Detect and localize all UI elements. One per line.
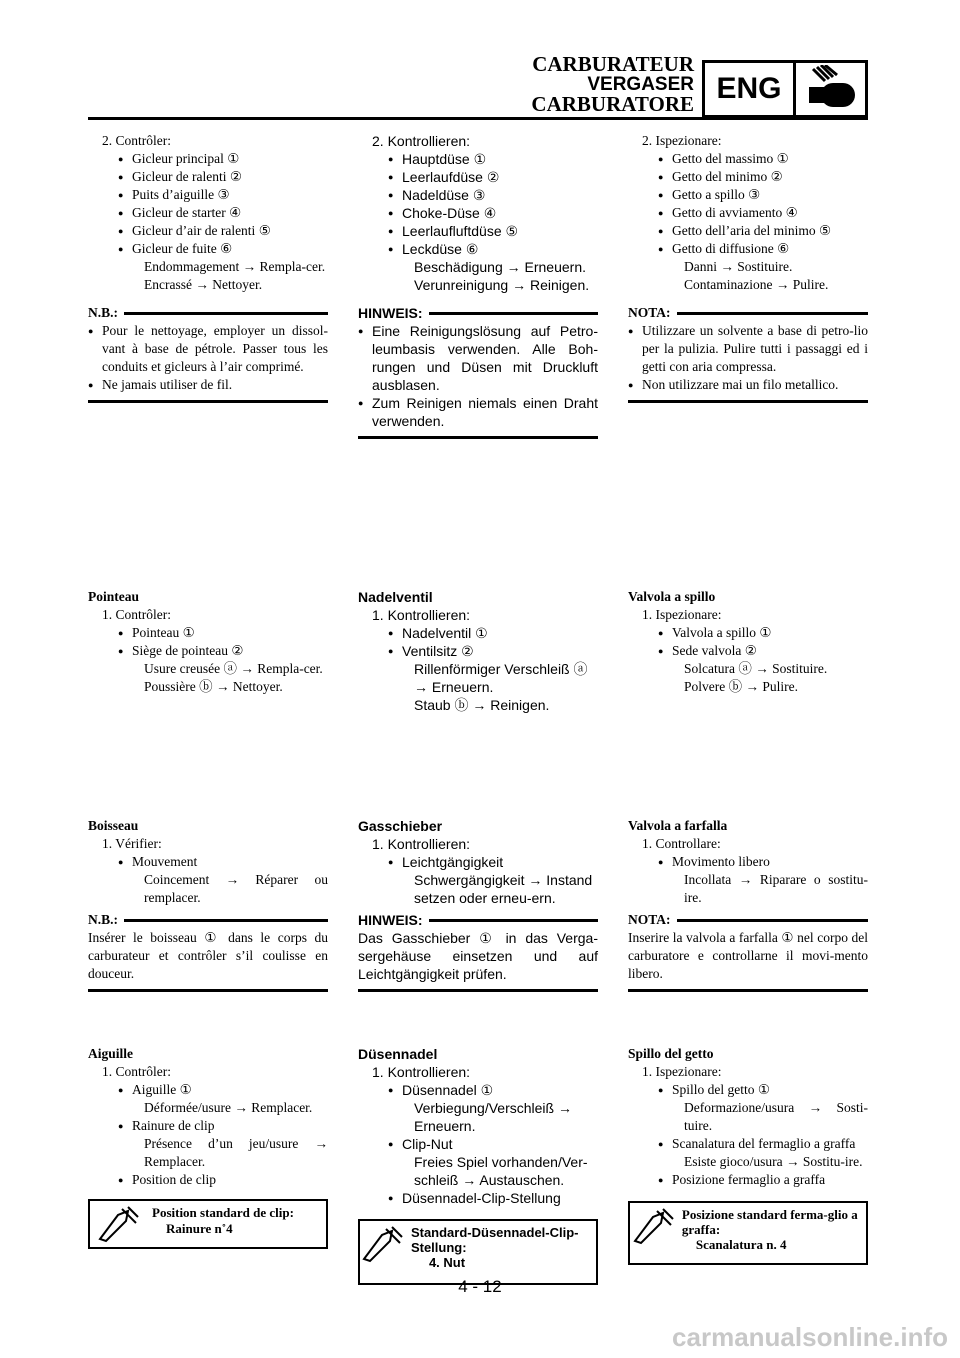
note-text: Insérer le boisseau ① dans le corps du carburateur et contrôler s’il coulisse en douceur. xyxy=(88,930,328,981)
note-label: N.B.: xyxy=(88,912,118,927)
list-item: ● Position de clip xyxy=(88,1171,328,1189)
it-jets-detail2: Contaminazione → Pulire. xyxy=(684,277,829,292)
list-item: ● Gicleur d’air de ralenti ⑤ xyxy=(88,222,328,240)
it-valvola-farfalla-note-header xyxy=(628,911,868,929)
fr-section-jets xyxy=(88,132,328,403)
it-spillo-getto-detail1: Deformazione/usura → Sosti-tuire. xyxy=(684,1100,868,1133)
fr-pointeau-title: Pointeau xyxy=(88,589,140,604)
note-label: NOTA: xyxy=(628,912,671,927)
fr-boisseau-step: 1. Vérifier: xyxy=(102,836,162,851)
de-gasschieber-detail1: Schwergängigkeit → Instand setzen oder erneu-ern. xyxy=(414,872,593,906)
fr-aiguille-step: 1. Contrôler: xyxy=(102,1064,171,1079)
de-jets-step: 2. Kontrollieren: xyxy=(372,133,471,149)
note-item: ● Pour le nettoyage, employer un dissol-vant à base de pétrole. Passer tous les conduits et gicleurs à l’air comprimé. xyxy=(88,322,328,376)
fr-section-boisseau xyxy=(88,817,328,992)
fr-pointeau-detail1: Usure creusée ⓐ → Rempla-cer. xyxy=(144,661,323,676)
list-item: ● Scanalatura del fermaglio a graffa xyxy=(628,1135,868,1153)
de-standard-box xyxy=(358,1219,598,1285)
list-item: ● Choke-Düse ④ xyxy=(358,204,598,222)
section-label: ENG xyxy=(705,63,796,115)
caliper-icon xyxy=(360,1221,405,1283)
fr-boisseau-note-header xyxy=(88,911,328,929)
list-item: ● Gicleur de starter ④ xyxy=(88,204,328,222)
it-valvola-spillo-step: 1. Ispezionare: xyxy=(642,607,722,622)
de-nadelventil-step: 1. Kontrollieren: xyxy=(372,607,471,623)
it-valvola-spillo-detail2: Polvere ⓑ → Pulire. xyxy=(684,679,798,694)
list-item: ● Düsennadel-Clip-Stellung xyxy=(358,1189,598,1207)
it-spillo-getto-detail2: Esiste gioco/usura → Sostitu-ire. xyxy=(684,1154,863,1169)
std-line1: Standard-Düsennadel-Clip-Stellung: xyxy=(410,1225,579,1255)
list-item: ● Nadelventil ① xyxy=(358,624,598,642)
it-valvola-farfalla-step: 1. Controllare: xyxy=(642,836,721,851)
std-line1: Posizione standard ferma-glio a graffa: xyxy=(681,1207,858,1237)
note-end-rule xyxy=(358,989,598,992)
list-item: ● Sede valvola ② xyxy=(628,642,868,660)
header-title-de: VERGASER xyxy=(587,74,694,95)
de-gasschieber-title: Gasschieber xyxy=(358,818,443,834)
de-section-nadelventil xyxy=(358,588,598,714)
it-section-valvola-farfalla xyxy=(628,817,868,992)
list-item: ● Pointeau ① xyxy=(88,624,328,642)
list-item: ● Leichtgängigkeit xyxy=(358,853,598,871)
list-item: ● Hauptdüse ① xyxy=(358,150,598,168)
it-valvola-farfalla-detail1: Incollata → Riparare o sostitu-ire. xyxy=(684,872,868,905)
note-end-rule xyxy=(88,989,328,992)
list-item: ● Puits d’aiguille ③ xyxy=(88,186,328,204)
header-title-it: CARBURATORE xyxy=(531,92,694,116)
list-item: ● Getto del minimo ② xyxy=(628,168,868,186)
note-end-rule xyxy=(358,436,598,439)
list-item: ● Movimento libero xyxy=(628,853,868,871)
de-duesennadel-detail2: Freies Spiel vorhanden/Ver-schleiß → Austauschen. xyxy=(414,1154,588,1188)
std-line2: 4. Nut xyxy=(428,1255,466,1270)
list-item: ● Düsennadel ① xyxy=(358,1081,598,1099)
fr-jets-step: 2. Contrôler: xyxy=(102,133,171,148)
list-item: ● Posizione fermaglio a graffa xyxy=(628,1171,868,1189)
de-section-gasschieber xyxy=(358,817,598,992)
fr-section-aiguille xyxy=(88,1045,328,1249)
list-item: ● Nadeldüse ③ xyxy=(358,186,598,204)
fr-boisseau-detail1: Coincement → Réparer ou remplacer. xyxy=(144,872,328,905)
header-rule xyxy=(88,117,868,120)
de-duesennadel-step: 1. Kontrollieren: xyxy=(372,1064,471,1080)
note-end-rule xyxy=(628,400,868,403)
de-jets-detail2: Verunreinigung → Reinigen. xyxy=(414,277,590,293)
list-item: ● Getto a spillo ③ xyxy=(628,186,868,204)
note-item: ● Non utilizzare mai un filo metallico. xyxy=(628,376,868,394)
it-section-jets xyxy=(628,132,868,403)
note-text: Das Gasschieber ① in das Verga-sergehäuse einsetzen und auf Leichtgängigkeit prüfen. xyxy=(358,930,598,982)
fr-jets-detail2: Encrassé → Nettoyer. xyxy=(144,277,263,292)
std-line1: Position standard de clip: xyxy=(152,1205,294,1220)
watermark: carmanualsonline.info xyxy=(672,1322,948,1352)
list-item: ● Clip-Nut xyxy=(358,1135,598,1153)
engine-icon xyxy=(796,63,865,115)
it-section-valvola-spillo xyxy=(628,588,868,696)
de-duesennadel-title: Düsennadel xyxy=(358,1046,438,1062)
list-item: ● Valvola a spillo ① xyxy=(628,624,868,642)
fr-section-pointeau xyxy=(88,588,328,696)
note-text: Inserire la valvola a farfalla ① nel corpo del carburatore e controllarne il movi-mento libero. xyxy=(628,930,868,981)
fr-pointeau-detail2: Poussière ⓑ → Nettoyer. xyxy=(144,679,283,694)
note-label: HINWEIS: xyxy=(358,912,423,928)
de-gasschieber-note-header xyxy=(358,911,598,929)
de-nadelventil-title: Nadelventil xyxy=(358,589,433,605)
note-item: ● Ne jamais utiliser de fil. xyxy=(88,376,328,394)
de-section-jets xyxy=(358,132,598,439)
list-item: ● Leckdüse ⑥ xyxy=(358,240,598,258)
fr-aiguille-detail2: Présence d’un jeu/usure → Remplacer. xyxy=(144,1136,328,1169)
section-tab xyxy=(702,60,868,118)
list-item: ● Leerlaufluftdüse ⑤ xyxy=(358,222,598,240)
it-jets-detail1: Danni → Sostituire. xyxy=(684,259,793,274)
de-jets-detail1: Beschädigung → Erneuern. xyxy=(414,259,586,275)
note-label: N.B.: xyxy=(88,305,118,320)
list-item: ● Gicleur de ralenti ② xyxy=(88,168,328,186)
de-section-duesennadel xyxy=(358,1045,598,1285)
header-title-fr: CARBURATEUR xyxy=(532,52,694,76)
it-jets-step: 2. Ispezionare: xyxy=(642,133,722,148)
it-spillo-getto-title: Spillo del getto xyxy=(628,1046,714,1061)
note-end-rule xyxy=(628,989,868,992)
list-item: ● Leerlaufdüse ② xyxy=(358,168,598,186)
de-duesennadel-detail1: Verbiegung/Verschleiß → Erneuern. xyxy=(414,1100,572,1134)
it-spillo-getto-step: 1. Ispezionare: xyxy=(642,1064,722,1079)
list-item: ● Siège de pointeau ② xyxy=(88,642,328,660)
it-jets-note-header xyxy=(628,304,868,322)
de-gasschieber-step: 1. Kontrollieren: xyxy=(372,836,471,852)
de-jets-note-header xyxy=(358,304,598,322)
note-label: HINWEIS: xyxy=(358,305,423,321)
it-section-spillo-getto xyxy=(628,1045,868,1265)
list-item: ● Mouvement xyxy=(88,853,328,871)
list-item: ● Gicleur principal ① xyxy=(88,150,328,168)
list-item: ● Gicleur de fuite ⑥ xyxy=(88,240,328,258)
list-item: ● Getto dell’aria del minimo ⑤ xyxy=(628,222,868,240)
page-number: 4 - 12 xyxy=(458,1277,502,1296)
fr-jets-detail1: Endommagement → Rempla-cer. xyxy=(144,259,326,274)
list-item: ● Aiguille ① xyxy=(88,1081,328,1099)
note-item: ● Utilizzare un solvente a base di petro-lio per la pulizia. Pulire tutti i passaggi ed i getti con aria compressa. xyxy=(628,322,868,376)
caliper-icon xyxy=(630,1203,676,1263)
it-valvola-spillo-title: Valvola a spillo xyxy=(628,589,716,604)
caliper-icon xyxy=(90,1201,146,1247)
list-item: ● Rainure de clip xyxy=(88,1117,328,1135)
fr-jets-note-header xyxy=(88,304,328,322)
fr-pointeau-step: 1. Contrôler: xyxy=(102,607,171,622)
list-item: ● Getto del massimo ① xyxy=(628,150,868,168)
it-valvola-farfalla-title: Valvola a farfalla xyxy=(628,818,728,833)
list-item: ● Getto di avviamento ④ xyxy=(628,204,868,222)
fr-aiguille-detail1: Déformée/usure → Remplacer. xyxy=(144,1100,313,1115)
note-end-rule xyxy=(88,400,328,403)
fr-standard-box xyxy=(88,1199,328,1249)
std-line2: Scanalatura n. 4 xyxy=(695,1237,787,1252)
list-item: ● Ventilsitz ② xyxy=(358,642,598,660)
fr-aiguille-title: Aiguille xyxy=(88,1046,134,1061)
list-item: ● Getto di diffusione ⑥ xyxy=(628,240,868,258)
note-label: NOTA: xyxy=(628,305,671,320)
note-item: ● Eine Reinigungslösung auf Petro-leumbasis verwenden. Alle Boh-rungen und Düsen mit Druckluft ausblasen. xyxy=(358,322,598,394)
note-item: ● Zum Reinigen niemals einen Draht verwenden. xyxy=(358,394,598,430)
list-item: ● Spillo del getto ① xyxy=(628,1081,868,1099)
it-standard-box xyxy=(628,1201,868,1265)
fr-boisseau-title: Boisseau xyxy=(88,818,139,833)
de-nadelventil-detail1: Rillenförmiger Verschleiß ⓐ → Erneuern. xyxy=(414,661,588,695)
de-nadelventil-detail2: Staub ⓑ → Reinigen. xyxy=(414,697,550,713)
std-line2: Rainure n˚4 xyxy=(166,1221,233,1236)
it-valvola-spillo-detail1: Solcatura ⓐ → Sostituire. xyxy=(684,661,828,676)
